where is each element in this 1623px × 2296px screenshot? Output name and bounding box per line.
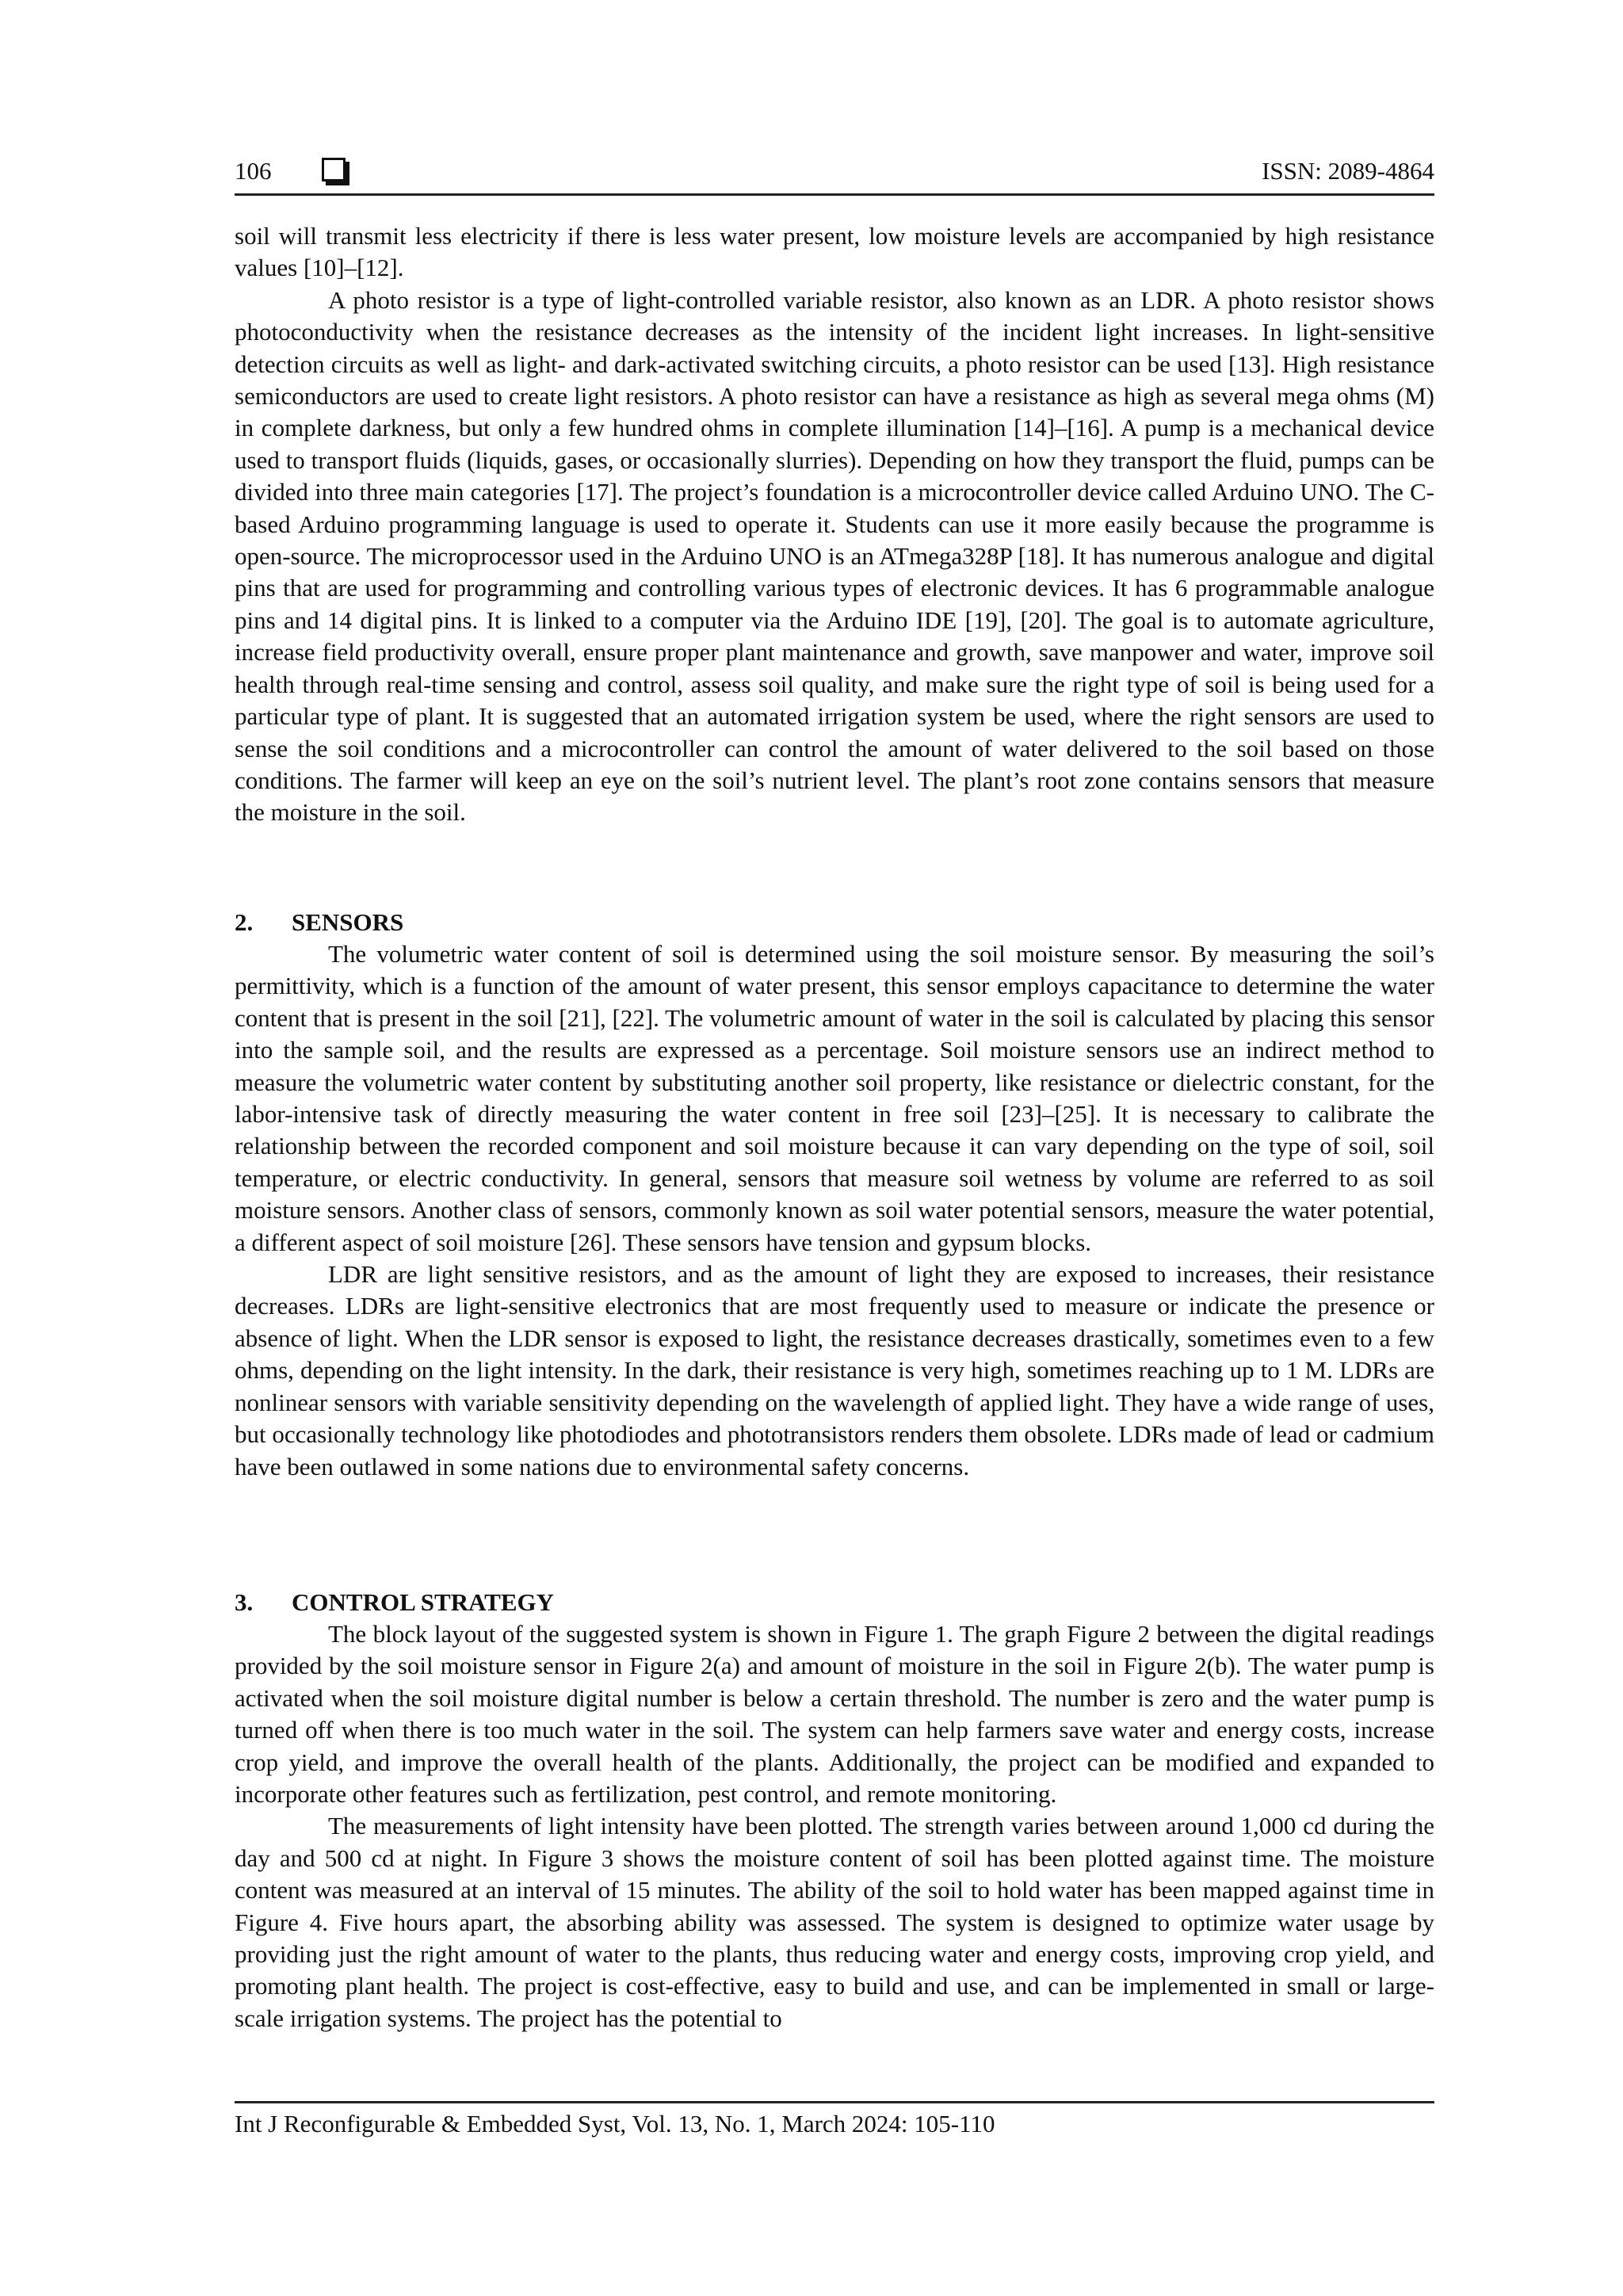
intro-text [235, 220, 1434, 829]
section-3-paragraph-1: The block layout of the suggested system is shown in Figure 1. The graph Figure 2 between the digital readings provided by the soil moisture sensor in Figure 2(a) and amount of moisture in the soil in Figure 2(b). The water pump is activated when the soil moisture digital number is below a certain threshold. The number is zero and the water pump is turned off when there is too much water in the soil. The system can help farmers save water and energy costs, increase crop yield, and improve the overall health of the plants. Additionally, the project can be modified and expanded to incorporate other features such as fertilization, pest control, and remote monitoring. [235, 1620, 1434, 1809]
section-2-number: 2. [235, 908, 254, 936]
section-2-paragraph-1: The volumetric water content of soil is determined using the soil moisture sensor. By measuring the soil’s permittivity, which is a function of the amount of water present, this sensor employs capacitance to determine the water content that is present in the soil [21], [22]. The volumetric amount of water in the soil is calculated by placing this sensor into the sample soil, and the results are expressed as a percentage. Soil moisture sensors use an indirect method to measure the volumetric water content by substituting another soil property, like resistance or dielectric constant, for the labor-intensive task of directly measuring the water content in free soil [23]–[25]. It is necessary to calibrate the relationship between the recorded component and soil moisture because it can vary depending on the type of soil, soil temperature, or electric conductivity. In general, sensors that measure soil wetness by volume are referred to as soil moisture sensors. Another class of sensors, commonly known as soil water potential sensors, measure the water potential, a different aspect of soil moisture [26]. These sensors have tension and gypsum blocks. [235, 940, 1434, 1256]
page-header [235, 155, 1434, 196]
footer-rule [235, 2101, 1434, 2103]
box-icon [322, 158, 346, 181]
intro-paragraph-2: A photo resistor is a type of light-controlled variable resistor, also known as an LDR. A photo resistor shows photoconductivity when the resistance decreases as the intensity of the incident light increases. In light-sensitive detection circuits as well as light- and dark-activated switching circuits, a photo resistor can be used [13]. High resistance semiconductors are used to create light resistors. A photo resistor can have a resistance as high as several mega ohms (M) in complete darkness, but only a few hundred ohms in complete illumination [14]–[16]. A pump is a mechanical device used to transport fluids (liquids, gases, or occasionally slurries). Depending on how they transport the fluid, pumps can be divided into three main categories [17]. The project’s foundation is a microcontroller device called Arduino UNO. The C-based Arduino programming language is used to operate it. Students can use it more easily because the programme is open-source. The microprocessor used in the Arduino UNO is an ATmega328P [18]. It has numerous analogue and digital pins that are used for programming and controlling various types of electronic devices. It has 6 programmable analogue pins and 14 digital pins. It is linked to a computer via the Arduino IDE [19], [20]. The goal is to automate agriculture, increase field productivity overall, ensure proper plant maintenance and growth, save manpower and water, improve soil health through real-time sensing and control, assess soil quality, and make sure the right type of soil is being used for a particular type of plant. It is suggested that an automated irrigation system be used, where the right sensors are used to sense the soil conditions and a microcontroller can control the amount of water delivered to the soil based on those conditions. The farmer will keep an eye on the soil’s nutrient level. The plant’s root zone contains sensors that measure the moisture in the soil. [235, 285, 1434, 827]
section-3-body [235, 1618, 1434, 2034]
section-3-title: CONTROL STRATEGY [292, 1588, 555, 1616]
footer-citation: Int J Reconfigurable & Embedded Syst, Vol. 13, No. 1, March 2024: 105-110 [235, 2110, 995, 2137]
section-3-number: 3. [235, 1588, 254, 1616]
issn-label: ISSN: 2089-4864 [1262, 157, 1434, 185]
section-2-paragraph-2: LDR are light sensitive resistors, and as the amount of light they are exposed to increases, their resistance decreases. LDRs are light-sensitive electronics that are most frequently used to measure or indicate the presence or absence of light. When the LDR sensor is exposed to light, the resistance decreases drastically, sometimes even to a few ohms, depending on the light intensity. In the dark, their resistance is very high, sometimes reaching up to 1 M. LDRs are nonlinear sensors with variable sensitivity depending on the wavelength of applied light. They have a wide range of uses, but occasionally technology like photodiodes and phototransistors renders them obsolete. LDRs made of lead or cadmium have been outlawed in some nations due to environmental safety concerns. [235, 1260, 1434, 1480]
intro-paragraph-1: soil will transmit less electricity if there is less water present, low moisture levels are accompanied by high resistance values [10]–[12]. [235, 222, 1434, 282]
section-2-heading [235, 907, 403, 938]
page-number: 106 [235, 157, 272, 185]
section-2-body [235, 938, 1434, 1483]
section-3-paragraph-2: The measurements of light intensity have been plotted. The strength varies between around 1,000 cd during the day and 500 cd at night. In Figure 3 shows the moisture content of soil has been plotted against time. The moisture content was measured at an interval of 15 minutes. The ability of the soil to hold water has been mapped against time in Figure 4. Five hours apart, the absorbing ability was assessed. The system is designed to optimize water usage by providing just the right amount of water to the plants, thus reducing water and energy costs, improving crop yield, and promoting plant health. The project is cost-effective, easy to build and use, and can be implemented in small or large-scale irrigation systems. The project has the potential to [235, 1812, 1434, 2032]
section-3-heading [235, 1587, 554, 1618]
section-2-title: SENSORS [292, 908, 404, 936]
